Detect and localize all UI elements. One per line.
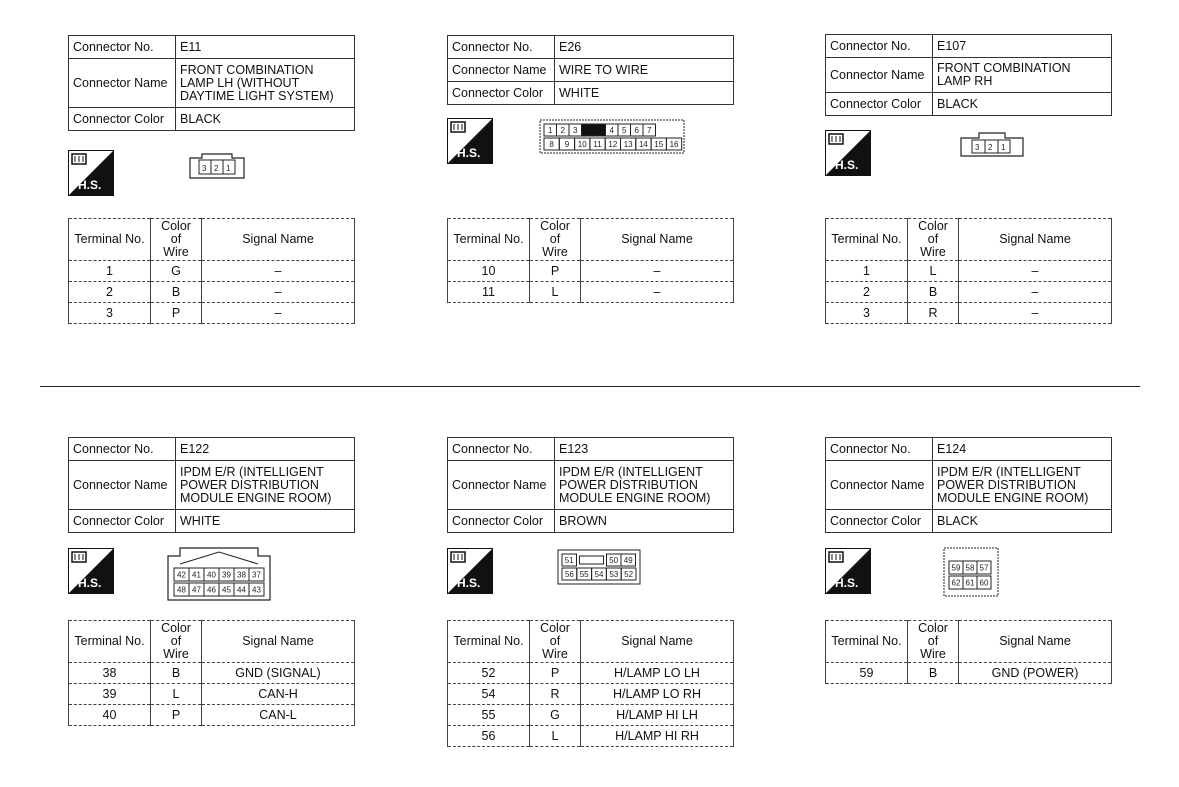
table-row: 1 L – (826, 261, 1112, 282)
hs-label: H.S. (457, 576, 481, 590)
connector-e122-terminals (68, 620, 355, 726)
connector-color-value: BLACK (933, 510, 1112, 533)
pin-label: 1 (548, 126, 553, 135)
name-line: LAMP LH (WITHOUT (180, 75, 300, 90)
section-divider (40, 386, 1140, 387)
signal-name-header: Signal Name (202, 621, 355, 663)
keyway-slot (580, 556, 604, 564)
pin-label: 57 (979, 563, 989, 573)
connector-name-value: WIRE TO WIRE (555, 59, 734, 82)
connector-e123-terminals (447, 620, 734, 747)
pin-label: 44 (237, 585, 246, 595)
connector-no-value: E26 (555, 36, 734, 59)
hs-label: H.S. (78, 178, 102, 192)
pin-label: 59 (951, 563, 961, 573)
connector-e122-info (68, 437, 355, 533)
terminal-no-header: Terminal No. (826, 219, 908, 261)
pin-label: 3 (202, 164, 207, 173)
table-row: 40 P CAN-L (69, 705, 355, 726)
table-row: 38 B GND (SIGNAL) (69, 663, 355, 684)
connector-color-label: Connector Color (69, 108, 176, 131)
name-line: POWER DISTRIBUTION (180, 477, 319, 492)
connector-e11-face-icon (187, 152, 247, 180)
pin-label: 8 (549, 140, 554, 149)
pin-label: 42 (177, 570, 186, 580)
pin-label: 53 (609, 570, 619, 579)
pin-label: 1 (1001, 143, 1006, 152)
pin-label: 56 (564, 570, 574, 579)
table-row: 59 B GND (POWER) (826, 663, 1112, 684)
signal-name-header: Signal Name (581, 219, 734, 261)
connector-color-value: BLACK (176, 108, 355, 131)
table-row: 54 R H/LAMP LO RH (448, 684, 734, 705)
hs-label: H.S. (457, 146, 481, 160)
terminal-no-header: Terminal No. (448, 621, 530, 663)
pin-label: 60 (979, 578, 989, 588)
connector-e124-terminals (825, 620, 1112, 684)
wire-color-header: Color of Wire (151, 621, 202, 663)
connector-e11-terminals (68, 218, 355, 324)
pin-label: 58 (965, 563, 975, 573)
name-line: DAYTIME LIGHT SYSTEM) (180, 88, 334, 103)
wire-color-header: Color of Wire (908, 219, 959, 261)
connector-e124-info (825, 437, 1112, 533)
name-line: FRONT COMBINATION (937, 61, 1071, 75)
hs-label: H.S. (78, 576, 102, 590)
connector-name-label: Connector Name (826, 58, 933, 93)
name-line: MODULE ENGINE ROOM) (180, 490, 332, 505)
connector-e123-face-icon (556, 548, 644, 588)
signal-name-header: Signal Name (959, 219, 1112, 261)
pin-label: 11 (593, 140, 602, 149)
connector-name-label: Connector Name (69, 461, 176, 510)
connector-no-label: Connector No. (448, 36, 555, 59)
wire-color-header: Color of Wire (530, 621, 581, 663)
pin-label: 13 (623, 140, 633, 149)
pin-label: 10 (577, 140, 587, 149)
harness-side-icon (825, 130, 871, 176)
connector-color-value: BROWN (555, 510, 734, 533)
pin-label: 48 (177, 585, 186, 595)
pin-label: 55 (579, 570, 589, 579)
name-line: IPDM E/R (INTELLIGENT (937, 464, 1081, 479)
pin-label: 41 (192, 570, 201, 580)
connector-color-value: WHITE (176, 510, 355, 533)
terminal-no-header: Terminal No. (69, 219, 151, 261)
pin-label: 14 (638, 140, 648, 149)
table-row: 10 P – (448, 261, 734, 282)
table-row: 11 L – (448, 282, 734, 303)
connector-no-value: E11 (176, 36, 355, 59)
connector-name-label: Connector Name (448, 461, 555, 510)
harness-side-icon (68, 548, 114, 594)
pin-label: 3 (975, 143, 980, 152)
harness-side-icon (447, 118, 493, 164)
connector-e107-info (825, 34, 1112, 116)
connector-e11-info (68, 35, 355, 131)
connector-name-value (176, 461, 355, 510)
wire-color-header: Color of Wire (530, 219, 581, 261)
pin-label: 16 (669, 140, 679, 149)
name-line: FRONT COMBINATION (180, 62, 314, 77)
pin-label: 43 (252, 585, 261, 595)
connector-no-label: Connector No. (69, 438, 176, 461)
terminal-no-header: Terminal No. (69, 621, 151, 663)
connector-no-value: E122 (176, 438, 355, 461)
connector-name-value (933, 461, 1112, 510)
connector-name-label: Connector Name (69, 59, 176, 108)
pin-label: 46 (207, 585, 216, 595)
table-row: 39 L CAN-H (69, 684, 355, 705)
connector-no-value: E123 (555, 438, 734, 461)
harness-side-icon (447, 548, 493, 594)
table-row: 2 B – (826, 282, 1112, 303)
pin-label: 54 (594, 570, 604, 579)
table-row: 3 R – (826, 303, 1112, 324)
signal-name-header: Signal Name (581, 621, 734, 663)
name-line: MODULE ENGINE ROOM) (937, 490, 1089, 505)
pin-label: 51 (564, 556, 574, 565)
pin-label: 50 (609, 556, 619, 565)
connector-e26-terminals (447, 218, 734, 303)
connector-e122-face-icon (166, 546, 272, 604)
pin-label: 2 (214, 164, 219, 173)
connector-e124-face-icon (942, 546, 1002, 600)
name-line: LAMP RH (937, 74, 993, 88)
pin-label: 4 (609, 126, 614, 135)
pin-label: 5 (622, 126, 627, 135)
connector-color-value: WHITE (555, 82, 734, 105)
pin-label: 45 (222, 585, 231, 595)
connector-color-label: Connector Color (826, 510, 933, 533)
pin-label: 3 (573, 126, 578, 135)
pin-label: 2 (988, 143, 993, 152)
connector-e26-info (447, 35, 734, 105)
pin-label: 61 (965, 578, 975, 588)
connector-e107-face-icon (958, 130, 1028, 160)
pin-label: 6 (634, 126, 639, 135)
connector-color-label: Connector Color (448, 510, 555, 533)
pin-label: 2 (560, 126, 565, 135)
wire-color-header: Color of Wire (908, 621, 959, 663)
connector-color-label: Connector Color (826, 93, 933, 116)
connector-color-label: Connector Color (448, 82, 555, 105)
connector-name-label: Connector Name (826, 461, 933, 510)
connector-no-label: Connector No. (826, 438, 933, 461)
pin-label: 40 (207, 570, 216, 580)
pin-label: 15 (654, 140, 664, 149)
connector-no-value: E124 (933, 438, 1112, 461)
connector-e107-terminals (825, 218, 1112, 324)
name-line: IPDM E/R (INTELLIGENT (559, 464, 703, 479)
connector-no-label: Connector No. (448, 438, 555, 461)
connector-name-value (176, 59, 355, 108)
connector-name-value (555, 461, 734, 510)
pin-label: 38 (237, 570, 246, 580)
pin-label: 7 (647, 126, 652, 135)
hs-label: H.S. (835, 158, 859, 172)
signal-name-header: Signal Name (202, 219, 355, 261)
signal-name-header: Signal Name (959, 621, 1112, 663)
blank-cavity (582, 124, 606, 136)
pin-label: 12 (608, 140, 618, 149)
connector-name-value (933, 58, 1112, 93)
connector-no-value: E107 (933, 35, 1112, 58)
name-line: POWER DISTRIBUTION (559, 477, 698, 492)
connector-no-label: Connector No. (826, 35, 933, 58)
harness-side-icon (68, 150, 114, 196)
table-row: 2 B – (69, 282, 355, 303)
terminal-no-header: Terminal No. (826, 621, 908, 663)
pin-label: 52 (624, 570, 634, 579)
name-line: POWER DISTRIBUTION (937, 477, 1076, 492)
table-row: 3 P – (69, 303, 355, 324)
pin-label: 39 (222, 570, 231, 580)
pin-label: 62 (951, 578, 961, 588)
name-line: IPDM E/R (INTELLIGENT (180, 464, 324, 479)
connector-e123-info (447, 437, 734, 533)
table-row: 55 G H/LAMP HI LH (448, 705, 734, 726)
hs-label: H.S. (835, 576, 859, 590)
table-row: 1 G – (69, 261, 355, 282)
connector-name-label: Connector Name (448, 59, 555, 82)
connector-color-value: BLACK (933, 93, 1112, 116)
name-line: MODULE ENGINE ROOM) (559, 490, 711, 505)
harness-side-icon (825, 548, 871, 594)
connector-color-label: Connector Color (69, 510, 176, 533)
pin-label: 37 (252, 570, 261, 580)
connector-e26-face-icon (538, 118, 688, 156)
pin-label: 49 (623, 556, 633, 565)
table-row: 56 L H/LAMP HI RH (448, 726, 734, 747)
pin-label: 1 (226, 164, 231, 173)
connector-no-label: Connector No. (69, 36, 176, 59)
wire-color-header: Color of Wire (151, 219, 202, 261)
pin-label: 9 (564, 140, 570, 149)
pin-label: 47 (192, 585, 201, 595)
table-row: 52 P H/LAMP LO LH (448, 663, 734, 684)
terminal-no-header: Terminal No. (448, 219, 530, 261)
